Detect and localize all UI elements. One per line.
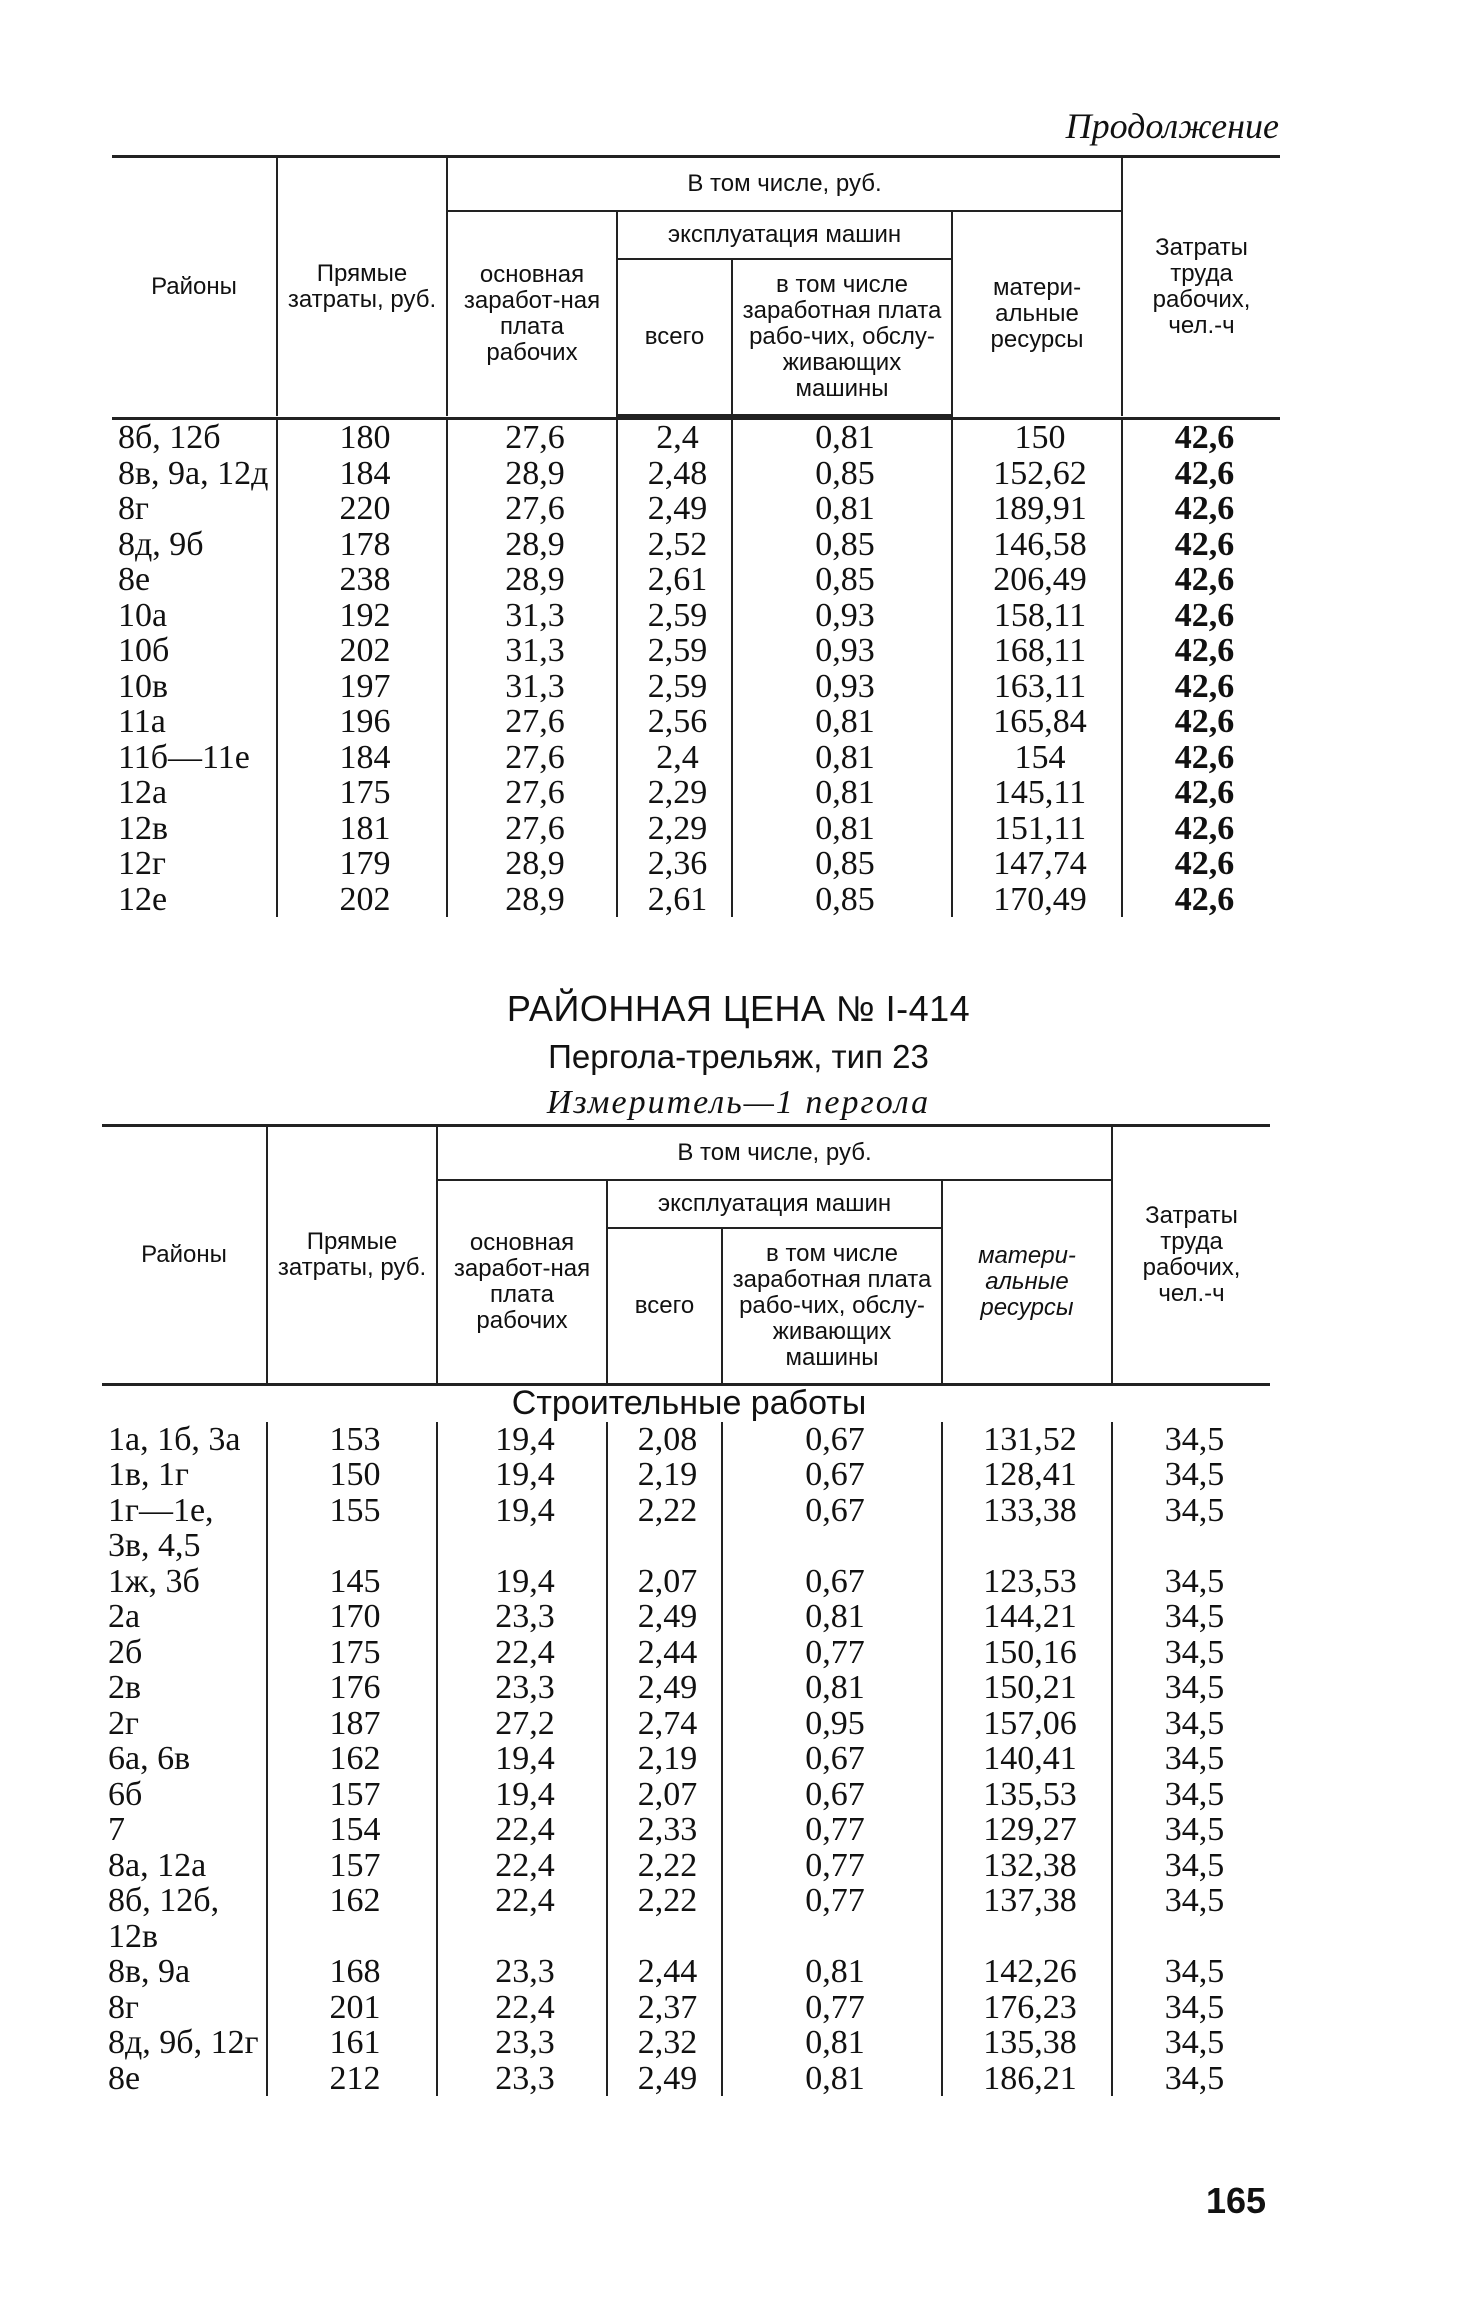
table-cell: 137,38	[942, 1883, 1112, 1919]
header-pryamye: Прямые затраты, руб.	[277, 157, 447, 416]
table-row	[102, 1954, 1270, 1990]
table-cell: 135,38	[942, 2025, 1112, 2061]
table-cell: 0,67	[722, 1493, 942, 1529]
table-cell: 8б, 12б,	[102, 1883, 267, 1919]
table-cell: 184	[277, 740, 447, 776]
table-cell: 1ж, 3б	[102, 1564, 267, 1600]
table-cell: 3в, 4,5	[102, 1528, 267, 1564]
table-row	[102, 1493, 1270, 1529]
table-cell: 8г	[112, 491, 277, 527]
header-v-tom-chisle-zp: в том числе заработная плата рабо-чих, обслу-живающих машины	[732, 259, 952, 416]
table-row	[102, 2025, 1270, 2061]
table-cell: 0,95	[722, 1706, 942, 1742]
table-cell: 11б—11е	[112, 740, 277, 776]
table-cell: 0,85	[732, 562, 952, 598]
table-cell: 8б, 12б	[112, 419, 277, 456]
table-cell: 0,93	[732, 669, 952, 705]
header-osnovnaya: основная заработ-ная плата рабочих	[447, 211, 617, 416]
table-cell: 12в	[112, 811, 277, 847]
table-row	[102, 1564, 1270, 1600]
header-vsego: всего	[607, 1228, 722, 1383]
table-cell	[267, 1919, 437, 1955]
table-cell: 201	[267, 1990, 437, 2026]
price-measure: Измеритель—1 пергола	[546, 1084, 931, 1121]
table-cell: 19,4	[437, 1457, 607, 1493]
table-cell: 2,4	[617, 740, 732, 776]
table-continuation	[112, 155, 1280, 917]
table-cell: 151,11	[952, 811, 1122, 847]
table-cell: 34,5	[1164, 2024, 1225, 2061]
table-cell: 8в, 9а, 12д	[112, 456, 277, 492]
table-cell: 0,67	[722, 1741, 942, 1777]
table-cell: 0,77	[722, 1990, 942, 2026]
table-cell: 142,26	[942, 1954, 1112, 1990]
table-cell: 152,62	[952, 456, 1122, 492]
table-cell	[607, 1528, 722, 1564]
table-cell: 206,49	[952, 562, 1122, 598]
table-cell: 0,81	[732, 775, 952, 811]
table-cell	[437, 1528, 607, 1564]
table-cell: 212	[267, 2061, 437, 2097]
table-cell: 2б	[102, 1635, 267, 1671]
table-cell: 10б	[112, 633, 277, 669]
table-cell: 6а, 6в	[102, 1741, 267, 1777]
table-row	[102, 1457, 1270, 1493]
table-cell: 23,3	[437, 2061, 607, 2097]
table-cell	[1112, 1919, 1270, 1955]
table-cell: 34,5	[1164, 1562, 1225, 1600]
table-cell: 2,49	[607, 2061, 722, 2097]
table-cell: 0,81	[722, 1599, 942, 1635]
table-row	[112, 562, 1280, 598]
table-cell: 10в	[112, 669, 277, 705]
table-cell: 145	[267, 1564, 437, 1600]
header-rayony: Районы	[112, 157, 277, 416]
table-cell: 34,5	[1164, 1491, 1225, 1529]
table-cell: 0,81	[732, 419, 952, 456]
table-cell: 2,32	[607, 2025, 722, 2061]
table-row	[102, 1777, 1270, 1813]
continuation-label: Продолжение	[1065, 106, 1279, 146]
table-cell: 2,74	[607, 1706, 722, 1742]
table-cell: 42,6	[1174, 596, 1235, 634]
table-cell: 184	[277, 456, 447, 492]
table-row	[102, 1741, 1270, 1777]
table-cell: 157,06	[942, 1706, 1112, 1742]
table-cell: 34,5	[1164, 1704, 1225, 1742]
table-cell: 2,07	[607, 1777, 722, 1813]
table-cell: 8е	[102, 2061, 267, 2097]
table-cell: 0,81	[722, 2025, 942, 2061]
table-cell: 0,67	[722, 1564, 942, 1600]
table-cell: 0,81	[722, 1954, 942, 1990]
price-subtitle: Пергола-трельяж, тип 23	[548, 1038, 929, 1075]
table-cell: 2,59	[617, 633, 732, 669]
table-cell: 150,21	[942, 1670, 1112, 1706]
table-cell: 0,77	[722, 1848, 942, 1884]
table-row	[102, 1422, 1270, 1458]
table-cell: 147,74	[952, 846, 1122, 882]
table-cell: 2,49	[617, 491, 732, 527]
table-cell: 42,6	[1174, 419, 1235, 456]
table-cell: 27,6	[447, 775, 617, 811]
table-row	[112, 456, 1280, 492]
table-cell: 197	[277, 669, 447, 705]
table-cell: 154	[267, 1812, 437, 1848]
table-cell: 202	[277, 633, 447, 669]
table-cell: 42,6	[1174, 454, 1235, 492]
table-cell: 0,93	[732, 633, 952, 669]
table-cell: 179	[277, 846, 447, 882]
table-cell: 34,5	[1164, 1882, 1225, 1919]
table-cell: 42,6	[1174, 774, 1235, 811]
table-cell: 31,3	[447, 669, 617, 705]
table-cell: 1г—1е,	[102, 1493, 267, 1529]
header-osnovnaya: основная заработ-ная плата рабочих	[437, 1180, 607, 1383]
table-cell: 0,67	[722, 1422, 942, 1458]
table-cell: 42,6	[1174, 632, 1235, 669]
table-cell: 2,59	[617, 598, 732, 634]
table-cell: 6б	[102, 1777, 267, 1813]
table-cell: 10а	[112, 598, 277, 634]
table-cell: 238	[277, 562, 447, 598]
table-cell: 22,4	[437, 1990, 607, 2026]
table-cell: 150,16	[942, 1635, 1112, 1671]
table-cell: 192	[277, 598, 447, 634]
table-cell: 180	[277, 419, 447, 456]
table-cell: 8д, 9б	[112, 527, 277, 563]
table-cell	[437, 1919, 607, 1955]
table-cell: 28,9	[447, 527, 617, 563]
header-zatraty-truda: Затраты труда рабочих, чел.-ч	[1152, 233, 1251, 339]
table-cell: 176	[267, 1670, 437, 1706]
table-row	[112, 775, 1280, 811]
table-cell: 19,4	[437, 1741, 607, 1777]
table-cell	[722, 1919, 942, 1955]
table-cell: 27,6	[447, 811, 617, 847]
table-row	[102, 1706, 1270, 1742]
table-cell: 27,6	[447, 419, 617, 456]
table-cell: 0,85	[732, 882, 952, 918]
table-cell: 23,3	[437, 1954, 607, 1990]
table-cell: 12в	[102, 1919, 267, 1955]
table-cell: 168	[267, 1954, 437, 1990]
table-cell: 146,58	[952, 527, 1122, 563]
table-cell: 19,4	[437, 1422, 607, 1458]
table-cell: 0,81	[722, 2061, 942, 2097]
table-cell: 196	[277, 704, 447, 740]
table-cell: 0,81	[732, 491, 952, 527]
table-cell: 34,5	[1164, 1775, 1225, 1813]
section-title: Строительные работы	[511, 1384, 867, 1422]
table-row	[102, 2061, 1270, 2097]
table-cell: 27,6	[447, 704, 617, 740]
header-v-tom-chisle-zp: в том числе заработная плата рабо-чих, обслу-живающих машины	[722, 1228, 942, 1383]
table-cell: 178	[277, 527, 447, 563]
table-cell	[607, 1919, 722, 1955]
table-cell: 2,61	[617, 562, 732, 598]
table-row	[102, 1635, 1270, 1671]
table-cell: 150	[952, 419, 1122, 456]
table-cell: 42,6	[1174, 561, 1235, 598]
table-cell: 34,5	[1164, 1669, 1225, 1706]
table-cell: 0,93	[732, 598, 952, 634]
table-cell: 34,5	[1164, 2059, 1225, 2097]
table-cell: 28,9	[447, 882, 617, 918]
table-cell	[942, 1919, 1112, 1955]
table-cell: 2,19	[607, 1741, 722, 1777]
header-ekspluatatsiya: эксплуатация машин	[617, 211, 952, 259]
table-cell: 1а, 1б, 3а	[102, 1422, 267, 1458]
table-row	[112, 527, 1280, 563]
table-cell: 34,5	[1164, 1811, 1225, 1848]
table-row	[102, 1883, 1270, 1919]
table-row	[112, 633, 1280, 669]
table-cell: 34,5	[1164, 1740, 1225, 1777]
table-row	[112, 669, 1280, 705]
table-cell: 11а	[112, 704, 277, 740]
table-row	[102, 1528, 1270, 1564]
header-ekspluatatsiya: эксплуатация машин	[607, 1180, 942, 1228]
table-cell: 34,5	[1164, 1633, 1225, 1671]
table-cell: 157	[267, 1848, 437, 1884]
page-number: 165	[1206, 2180, 1267, 2221]
table-cell: 158,11	[952, 598, 1122, 634]
table-cell: 0,67	[722, 1777, 942, 1813]
table-cell: 162	[267, 1741, 437, 1777]
table-cell: 2,49	[607, 1599, 722, 1635]
table-row	[102, 1599, 1270, 1635]
table-cell: 175	[267, 1635, 437, 1671]
table-cell: 165,84	[952, 704, 1122, 740]
table-cell: 22,4	[437, 1635, 607, 1671]
table-cell: 175	[277, 775, 447, 811]
table-cell: 154	[952, 740, 1122, 776]
table-cell: 2,22	[607, 1883, 722, 1919]
table-cell: 157	[267, 1777, 437, 1813]
table-cell: 161	[267, 2025, 437, 2061]
table-cell: 2,37	[607, 1990, 722, 2026]
table-cell: 220	[277, 491, 447, 527]
table-price-i-414	[102, 1124, 1270, 2096]
table-cell: 7	[102, 1812, 267, 1848]
table-cell: 42,6	[1174, 667, 1235, 705]
table-cell: 162	[267, 1883, 437, 1919]
table-cell: 2,48	[617, 456, 732, 492]
table-row	[112, 419, 1280, 456]
table-cell: 8а, 12а	[102, 1848, 267, 1884]
table-row	[112, 491, 1280, 527]
table-cell: 34,5	[1164, 1988, 1225, 2026]
table-cell: 2,49	[607, 1670, 722, 1706]
table-cell: 42,6	[1174, 880, 1235, 918]
table-cell: 129,27	[942, 1812, 1112, 1848]
table-cell: 2,52	[617, 527, 732, 563]
table-cell: 128,41	[942, 1457, 1112, 1493]
table-cell: 2,33	[607, 1812, 722, 1848]
table-cell: 0,77	[722, 1883, 942, 1919]
table-cell: 19,4	[437, 1493, 607, 1529]
table-cell: 2,56	[617, 704, 732, 740]
table-cell: 2,22	[607, 1493, 722, 1529]
table-cell: 2,4	[617, 419, 732, 456]
table-row	[102, 1990, 1270, 2026]
table-cell: 0,85	[732, 846, 952, 882]
table-cell: 8е	[112, 562, 277, 598]
table-cell: 2,59	[617, 669, 732, 705]
table-cell: 2,44	[607, 1954, 722, 1990]
table-cell: 2,19	[607, 1457, 722, 1493]
price-title: РАЙОННАЯ ЦЕНА № I-414	[506, 988, 971, 1029]
table-cell: 155	[267, 1493, 437, 1529]
table-cell: 42,6	[1174, 525, 1235, 563]
table-cell: 144,21	[942, 1599, 1112, 1635]
table-cell: 19,4	[437, 1777, 607, 1813]
table-cell: 132,38	[942, 1848, 1112, 1884]
table-cell: 31,3	[447, 633, 617, 669]
table-cell: 1в, 1г	[102, 1457, 267, 1493]
table-cell: 28,9	[447, 562, 617, 598]
table-cell: 12а	[112, 775, 277, 811]
table-cell: 123,53	[942, 1564, 1112, 1600]
table-cell: 0,85	[732, 527, 952, 563]
table-cell: 22,4	[437, 1883, 607, 1919]
header-pryamye: Прямые затраты, руб.	[267, 1126, 437, 1384]
table-cell: 31,3	[447, 598, 617, 634]
table-cell: 27,6	[447, 740, 617, 776]
table-cell: 42,6	[1174, 845, 1235, 882]
table-row	[112, 882, 1280, 918]
table-cell: 187	[267, 1706, 437, 1742]
table-cell	[942, 1528, 1112, 1564]
table-cell: 202	[277, 882, 447, 918]
table-cell: 22,4	[437, 1848, 607, 1884]
table-cell	[722, 1528, 942, 1564]
table-cell: 0,67	[722, 1457, 942, 1493]
table-cell: 27,6	[447, 491, 617, 527]
table-cell: 2,61	[617, 882, 732, 918]
table-cell: 0,77	[722, 1812, 942, 1848]
table-cell: 2а	[102, 1599, 267, 1635]
header-materialnye: матери-альные ресурсы	[952, 211, 1122, 416]
header-rayony: Районы	[102, 1126, 267, 1384]
table-row	[102, 1670, 1270, 1706]
table-cell: 0,85	[732, 456, 952, 492]
table-cell: 8д, 9б, 12г	[102, 2025, 267, 2061]
table-cell: 131,52	[942, 1422, 1112, 1458]
header-vsego: всего	[617, 259, 732, 416]
table-cell: 8г	[102, 1990, 267, 2026]
table-cell: 133,38	[942, 1493, 1112, 1529]
table-cell: 27,2	[437, 1706, 607, 1742]
table-cell: 42,6	[1174, 703, 1235, 740]
table-cell: 42,6	[1174, 490, 1235, 527]
table-row	[102, 1812, 1270, 1848]
table-cell: 170,49	[952, 882, 1122, 918]
table-cell: 34,5	[1164, 1420, 1225, 1458]
table-row	[102, 1919, 1270, 1955]
table-cell: 12г	[112, 846, 277, 882]
table-row	[112, 740, 1280, 776]
table-cell: 34,5	[1164, 1456, 1225, 1493]
table-row	[112, 811, 1280, 847]
table-cell: 23,3	[437, 2025, 607, 2061]
table-cell: 12е	[112, 882, 277, 918]
table-cell: 186,21	[942, 2061, 1112, 2097]
table-cell	[267, 1528, 437, 1564]
table-cell: 23,3	[437, 1670, 607, 1706]
table-cell: 8в, 9а	[102, 1954, 267, 1990]
table-cell: 2,29	[617, 775, 732, 811]
table-cell: 28,9	[447, 456, 617, 492]
table-cell: 23,3	[437, 1599, 607, 1635]
table-row	[112, 704, 1280, 740]
table-cell: 163,11	[952, 669, 1122, 705]
table-cell: 2г	[102, 1706, 267, 1742]
table-row	[102, 1848, 1270, 1884]
header-v-tom-chisle: В том числе, руб.	[437, 1126, 1112, 1181]
table-cell: 0,81	[732, 811, 952, 847]
table-cell: 0,81	[732, 740, 952, 776]
table-cell: 2,36	[617, 846, 732, 882]
table-cell: 2,29	[617, 811, 732, 847]
table-cell	[1112, 1528, 1270, 1564]
table-cell: 150	[267, 1457, 437, 1493]
table-cell: 22,4	[437, 1812, 607, 1848]
table-cell: 135,53	[942, 1777, 1112, 1813]
table-cell: 2,44	[607, 1635, 722, 1671]
table-row	[112, 598, 1280, 634]
header-zatraty-truda: Затраты труда рабочих, чел.-ч	[1142, 1202, 1241, 1307]
table-cell: 0,77	[722, 1635, 942, 1671]
table-cell: 140,41	[942, 1741, 1112, 1777]
table-cell: 2,08	[607, 1422, 722, 1458]
table-row	[112, 846, 1280, 882]
table-cell: 28,9	[447, 846, 617, 882]
table-cell: 153	[267, 1422, 437, 1458]
table-cell: 2,07	[607, 1564, 722, 1600]
table-cell: 42,6	[1174, 809, 1235, 847]
table-cell: 19,4	[437, 1564, 607, 1600]
table-cell: 42,6	[1174, 738, 1235, 776]
table-cell: 34,5	[1164, 1846, 1225, 1884]
table-cell: 34,5	[1164, 1598, 1225, 1635]
table-cell: 34,5	[1164, 1953, 1225, 1990]
table-cell: 181	[277, 811, 447, 847]
table-cell: 170	[267, 1599, 437, 1635]
table-cell: 176,23	[942, 1990, 1112, 2026]
table-cell: 0,81	[722, 1670, 942, 1706]
header-materialnye: матери-альные ресурсы	[942, 1180, 1112, 1383]
table-cell: 0,81	[732, 704, 952, 740]
header-v-tom-chisle: В том числе, руб.	[447, 157, 1122, 212]
table-cell: 145,11	[952, 775, 1122, 811]
table-cell: 2,22	[607, 1848, 722, 1884]
table-cell: 168,11	[952, 633, 1122, 669]
table-cell: 189,91	[952, 491, 1122, 527]
table-cell: 2в	[102, 1670, 267, 1706]
